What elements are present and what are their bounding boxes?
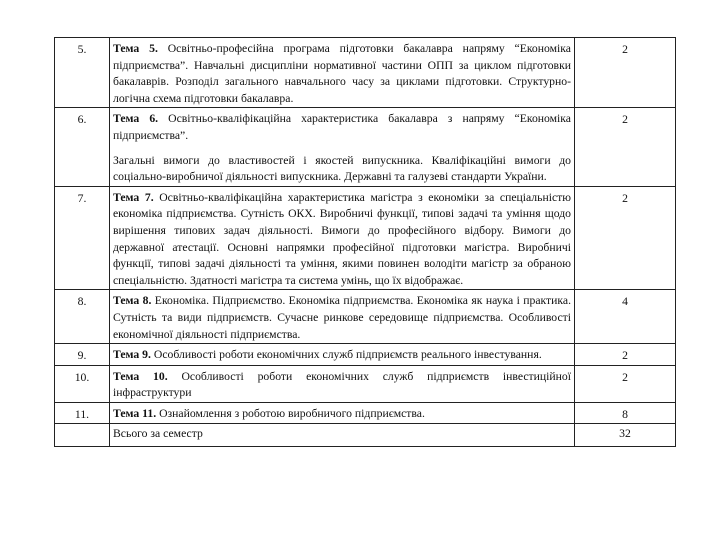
table-row [55,186,676,290]
table-row [55,344,676,366]
table-row [55,108,676,186]
topic-label: Тема 5. [113,42,158,55]
topic-text: Освітньо-професійна програма підготовки бакалавра напряму “Економіка підприємства”. Навчальні дисципліни нормативної частини ОПП за циклом підготовки бакалаврів. Розподіл загального навчального часу за циклами підготовки. Структурно-логічна схема підготовки бакалавра. [113,42,571,105]
hours-cell: 4 [575,290,676,344]
topic-text: Освітньо-кваліфікаційна характеристика магістра з економіки за спеціальністю економіка підприємства. Сутність ОКХ. Виробничі функції, типові задачі та уміння щодо вирішення типових задач діяльності. Вимоги до професійного відбору. Вимоги до державної атестації. Основні напрямки професійної підготовки магістра. Виробничі функції, типові задачі діяльності та уміння, якими повинен володіти магістр за обраною спеціальністю. Здатності магістра та система умінь, що їх відображає. [113,190,571,287]
topic-cell [110,290,575,344]
row-number: 8. [55,290,110,344]
topic-extra-text: Загальні вимоги до властивостей і якостей випускника. Кваліфікаційні вимоги до соціально-виробничої діяльності випускника. Державні та галузеві стандарти України. [113,153,571,184]
topic-label: Тема 11. [113,406,157,420]
topic-label: Тема 7. [113,190,154,204]
topic-text: Ознайомлення з роботою виробничого підприємства. [156,406,425,420]
total-label: Всього за семестр [110,424,575,447]
topic-text: Особливості роботи економічних служб підприємств реального інвестування. [150,348,542,362]
topic-cell [110,108,575,186]
table-row [55,290,676,344]
topic-cell [110,365,575,402]
hours-cell: 2 [575,344,676,366]
hours-cell: 2 [575,108,676,186]
table-row [55,402,676,424]
total-num-cell [55,424,110,447]
topic-label: Тема 8. [113,294,152,308]
topic-cell [110,186,575,290]
hours-cell: 8 [575,402,676,424]
topic-text: Особливості роботи економічних служб підприємств інвестиційної інфраструктури [113,369,571,400]
total-hours: 32 [575,424,676,447]
table-row [55,38,676,108]
topic-text: Освітньо-кваліфікаційна характеристика бакалавра з напряму “Економіка підприємства”. [113,112,571,142]
topic-text: Економіка. Підприємство. Економіка підприємства. Економіка як наука і практика. Сутність та види підприємств. Сучасне ринкове середовище підприємства. Особливості економічної діяльності підприємства. [113,294,571,341]
topic-cell [110,402,575,424]
total-row [55,424,676,447]
topic-cell [110,344,575,366]
topics-table-body [55,38,676,447]
topic-label: Тема 9. [113,348,151,362]
hours-cell: 2 [575,38,676,108]
row-number: 5. [55,38,110,108]
hours-cell: 2 [575,365,676,402]
topics-table [54,37,676,447]
topic-cell [110,38,575,108]
row-number: 6. [55,108,110,186]
row-number: 7. [55,186,110,290]
hours-cell: 2 [575,186,676,290]
row-number: 10. [55,365,110,402]
paragraph-spacer [113,145,571,153]
table-row [55,365,676,402]
topic-label: Тема 10. [113,369,168,383]
topic-label: Тема 6. [113,112,159,126]
row-number: 9. [55,344,110,366]
curriculum-table-page [54,37,666,515]
row-number: 11. [55,402,110,424]
